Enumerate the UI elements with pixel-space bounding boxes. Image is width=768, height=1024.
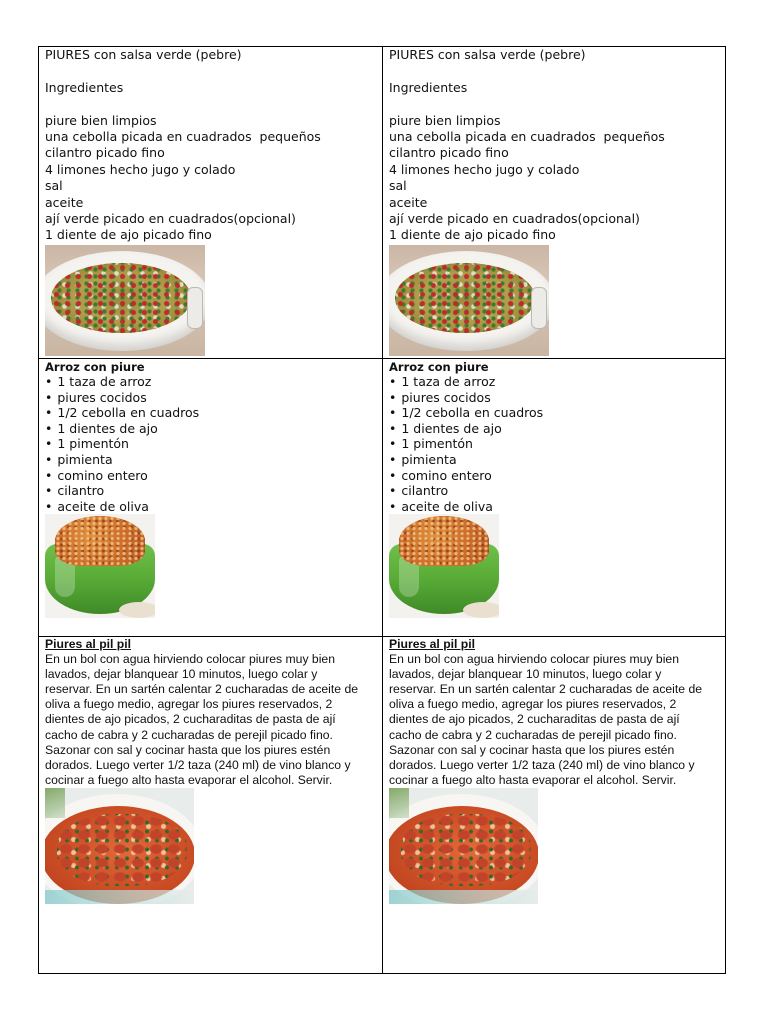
ingredient-line: aceite	[389, 194, 428, 210]
recipe-title: Piures al pil pil	[45, 637, 132, 651]
spacer	[45, 96, 381, 112]
ingredient-line: sal	[389, 178, 407, 194]
list-item: • aceite de oliva	[45, 499, 381, 515]
instruction-line: reservar. En un sartén calentar 2 cucharadas de aceite de	[45, 682, 359, 697]
recipe-title: PIURES con salsa verde (pebre)	[45, 47, 242, 62]
card-pil-pil-left	[45, 637, 381, 904]
list-item: • comino entero	[389, 468, 725, 484]
instruction-line: cacho de cabra y 2 cucharadas de perejil picado fino.	[45, 727, 333, 742]
salsa-bowl-photo	[389, 245, 549, 356]
row-divider-1	[39, 358, 725, 359]
card-piures-salsa-left	[45, 47, 381, 356]
card-pil-pil-right	[389, 637, 725, 904]
card-arroz-piure-left	[45, 360, 381, 618]
ingredient-line: cilantro picado fino	[389, 145, 509, 161]
recipe-title: Arroz con piure	[45, 360, 145, 374]
recipe-title: PIURES con salsa verde (pebre)	[389, 47, 586, 62]
list-item: • 1/2 cebolla en cuadros	[45, 405, 381, 421]
recipe-grid	[38, 46, 726, 974]
list-item: • aceite de oliva	[389, 499, 725, 515]
ingredient-line: piure bien limpios	[389, 112, 501, 128]
list-item: • pimienta	[45, 452, 381, 468]
list-item: • comino entero	[45, 468, 381, 484]
card-arroz-piure-right	[389, 360, 725, 618]
column-divider	[382, 47, 383, 973]
ingredient-list	[45, 374, 381, 514]
list-item: • 1 taza de arroz	[389, 374, 725, 390]
ingredients-heading: Ingredientes	[389, 79, 468, 95]
ingredient-line: aceite	[45, 194, 84, 210]
ingredient-line: 4 limones hecho jugo y colado	[45, 161, 236, 177]
instruction-line: Sazonar con sal y cocinar hasta que los piures estén	[389, 742, 675, 757]
spacer	[45, 63, 381, 79]
instruction-line: reservar. En un sartén calentar 2 cucharadas de aceite de	[389, 682, 703, 697]
instruction-line: cocinar a fuego alto hasta evaporar el alcohol. Servir.	[45, 772, 333, 787]
list-item: • pimienta	[389, 452, 725, 468]
rice-bowl-photo	[389, 514, 499, 618]
ingredients-heading: Ingredientes	[45, 79, 124, 95]
list-item: • 1 dientes de ajo	[45, 421, 381, 437]
recipe-title: Arroz con piure	[389, 360, 489, 374]
list-item: • piures cocidos	[389, 390, 725, 406]
ingredient-line: piure bien limpios	[45, 112, 157, 128]
ingredient-line: una cebolla picada en cuadrados pequeños	[45, 129, 321, 144]
ingredient-line: 1 diente de ajo picado fino	[45, 227, 212, 243]
instruction-line: En un bol con agua hirviendo colocar piures muy bien	[389, 652, 679, 667]
ingredient-line: 1 diente de ajo picado fino	[389, 227, 556, 243]
instruction-line: En un bol con agua hirviendo colocar piures muy bien	[45, 652, 335, 667]
instruction-line: Sazonar con sal y cocinar hasta que los piures estén	[45, 742, 331, 757]
pil-pil-dish-photo	[389, 788, 538, 904]
list-item: • cilantro	[389, 483, 725, 499]
list-item: • 1 dientes de ajo	[389, 421, 725, 437]
instruction-line: dientes de ajo picados, 2 cucharaditas de pasta de ají	[389, 712, 680, 727]
list-item: • 1 pimentón	[45, 436, 381, 452]
instruction-line: cacho de cabra y 2 cucharadas de perejil picado fino.	[389, 727, 677, 742]
list-item: • 1 taza de arroz	[45, 374, 381, 390]
ingredient-line: sal	[45, 178, 63, 194]
ingredient-line: una cebolla picada en cuadrados pequeños	[389, 129, 665, 144]
instruction-line: lavados, dejar blanquear 10 minutos, luego colar y	[389, 667, 662, 682]
recipe-title: Piures al pil pil	[389, 637, 476, 651]
instruction-line: oliva a fuego medio, agregar los piures reservados, 2	[389, 697, 677, 712]
list-item: • piures cocidos	[45, 390, 381, 406]
instruction-line: dorados. Luego verter 1/2 taza (240 ml) de vino blanco y	[45, 757, 351, 772]
spacer	[389, 96, 725, 112]
ingredient-line: 4 limones hecho jugo y colado	[389, 161, 580, 177]
list-item: • 1/2 cebolla en cuadros	[389, 405, 725, 421]
list-item: • cilantro	[45, 483, 381, 499]
pil-pil-dish-photo	[45, 788, 194, 904]
instruction-line: oliva a fuego medio, agregar los piures reservados, 2	[45, 697, 333, 712]
ingredient-list	[389, 374, 725, 514]
ingredient-line: ají verde picado en cuadrados(opcional)	[389, 211, 640, 227]
card-piures-salsa-right	[389, 47, 725, 356]
instruction-line: dientes de ajo picados, 2 cucharaditas de pasta de ají	[45, 712, 336, 727]
instruction-line: lavados, dejar blanquear 10 minutos, luego colar y	[45, 667, 318, 682]
ingredient-line: cilantro picado fino	[45, 145, 165, 161]
rice-bowl-photo	[45, 514, 155, 618]
salsa-bowl-photo	[45, 245, 205, 356]
list-item: • 1 pimentón	[389, 436, 725, 452]
spacer	[389, 63, 725, 79]
ingredient-line: ají verde picado en cuadrados(opcional)	[45, 211, 296, 227]
instruction-line: cocinar a fuego alto hasta evaporar el alcohol. Servir.	[389, 772, 677, 787]
instruction-line: dorados. Luego verter 1/2 taza (240 ml) de vino blanco y	[389, 757, 695, 772]
